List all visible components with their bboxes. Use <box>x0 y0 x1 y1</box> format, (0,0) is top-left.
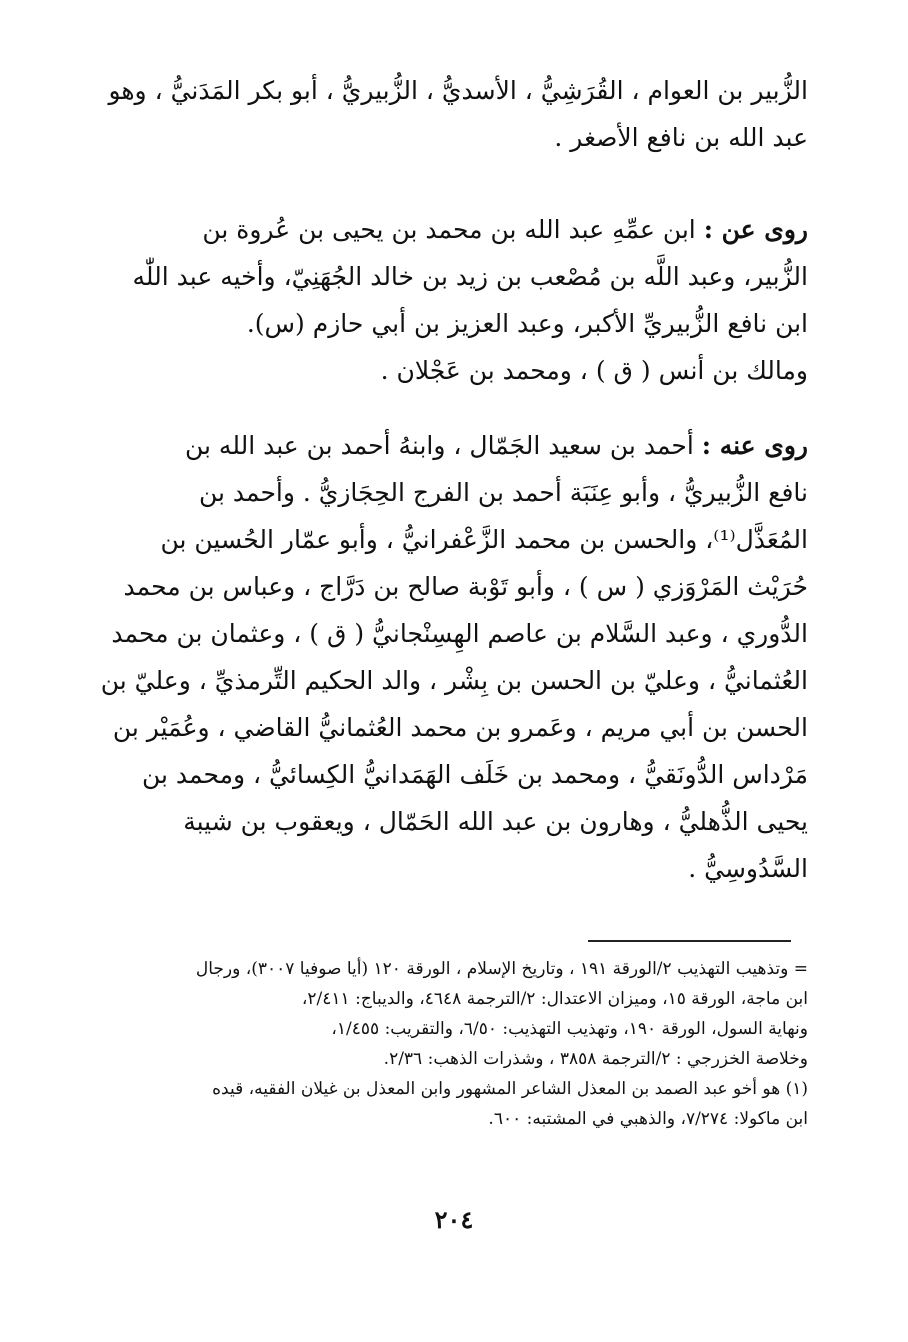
students-line: يحيى الذُّهليُّ ، وهارون بن عبد الله الحَمّال ، ويعقوب بن شيبة <box>183 807 808 836</box>
students-line: السَّدُوسِيُّ . <box>688 854 808 883</box>
footnote-line: (١) هو أخو عبد الصمد بن المعذل الشاعر المشهور وابن المعذل بن غيلان الفقيه، قيده <box>212 1079 808 1099</box>
teachers-heading: روى عن : <box>703 215 808 244</box>
students-paragraph <box>100 422 808 892</box>
students-line: العُثمانيُّ ، وعليّ بن الحسن بن بِشْر ، والد الحكيم التِّرمذيِّ ، وعليّ بن <box>100 666 808 695</box>
students-text: أحمد بن سعيد الجَمّال ، وابنهُ أحمد بن عبد الله بن <box>185 431 694 460</box>
intro-paragraph <box>100 67 808 161</box>
footnote-line: ابن ماجة، الورقة ١٥، وميزان الاعتدال: ٢/الترجمة ٤٦٤٨، والديباج: ٢/٤١١، <box>301 989 808 1009</box>
page-number: ٢٠٤ <box>434 1205 474 1234</box>
students-line: الحسن بن أبي مريم ، وعَمرو بن محمد العُثمانيُّ القاضي ، وعُمَيْر بن <box>112 713 808 742</box>
teachers-line: الزُّبير، وعبد اللَّه بن مُصْعب بن زيد بن خالد الجُهَنِيّ، وأخيه عبد اللّٰه <box>132 262 808 291</box>
footnote-line: ونهاية السول، الورقة ١٩٠، وتهذيب التهذيب: ٦/٥٠، والتقريب: ١/٤٥٥، <box>331 1019 808 1039</box>
footnote-divider <box>588 940 791 942</box>
teachers-line: ومالك بن أنس ( ق ) ، ومحمد بن عَجْلان . <box>380 356 808 385</box>
intro-line: عبد الله بن نافع الأصغر . <box>554 123 808 152</box>
teachers-text: ابن عمِّهِ عبد الله بن محمد بن يحيى بن عُروة بن <box>202 215 696 244</box>
intro-line: الزُّبير بن العوام ، القُرَشِيُّ ، الأسديُّ ، الزُّبيريُّ ، أبو بكر المَدَنيُّ ، وهو <box>108 76 808 105</box>
footnotes <box>100 954 808 1134</box>
footnote-line: وخلاصة الخزرجي : ٢/الترجمة ٣٨٥٨ ، وشذرات الذهب: ٢/٣٦. <box>383 1049 808 1069</box>
students-line: نافع الزُّبيريُّ ، وأبو عِنَبَة أحمد بن الفرج الحِجَازيُّ . وأحمد بن <box>198 478 808 507</box>
footnote-line: ابن ماكولا: ٧/٢٧٤، والذهبي في المشتبه: ٦٠٠. <box>488 1109 808 1129</box>
teachers-line: ابن نافع الزُّبيريِّ الأكبر، وعبد العزيز بن أبي حازم (س). <box>246 309 808 338</box>
students-line: المُعَذَّل⁽¹⁾، والحسن بن محمد الزَّعْفرانيُّ ، وأبو عمّار الحُسين بن <box>160 525 808 554</box>
students-line: مَرْداس الدُّونَقيُّ ، ومحمد بن خَلَف الهَمَدانيُّ الكِسائيُّ ، ومحمد بن <box>141 760 808 789</box>
students-line: الدُّوري ، وعبد السَّلام بن عاصم الهِسِنْجانيُّ ( ق ) ، وعثمان بن محمد <box>111 619 808 648</box>
teachers-line <box>100 206 808 253</box>
students-heading: روى عنه : <box>701 431 808 460</box>
footnote-line: = وتذهيب التهذيب ٢/الورقة ١٩١ ، وتاريخ الإسلام ، الورقة ١٢٠ (أيا صوفيا ٣٠٠٧)، ورجال <box>195 959 808 979</box>
students-line: حُرَيْث المَرْوَزي ( س ) ، وأبو تَوْبة صالح بن دَرَّاج ، وعباس بن محمد <box>123 572 808 601</box>
students-line <box>100 422 808 469</box>
teachers-paragraph <box>100 206 808 394</box>
